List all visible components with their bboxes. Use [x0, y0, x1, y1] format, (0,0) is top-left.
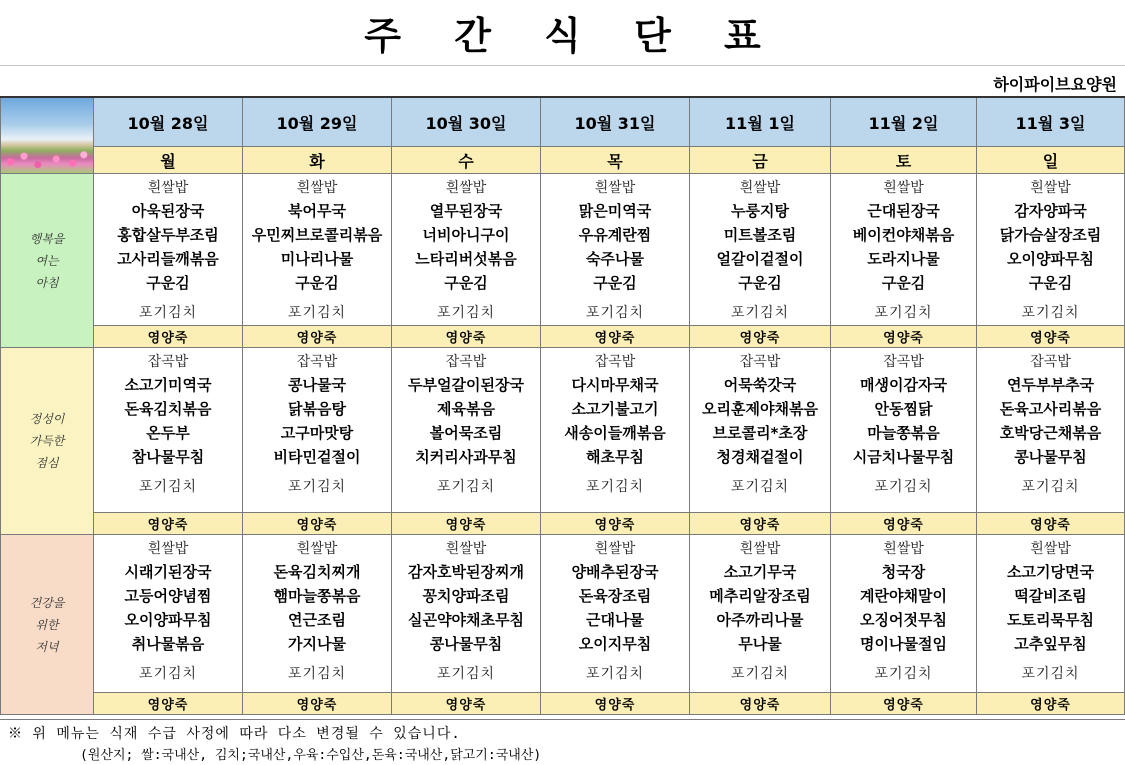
dish-item: 새송이들깨볶음 — [564, 424, 666, 442]
dish-item: 온두부 — [146, 424, 190, 442]
dish-item: 햄마늘쫑볶음 — [273, 587, 361, 605]
menu-items — [392, 174, 540, 325]
dish-item: 무나물 — [738, 635, 782, 653]
footer-notes — [0, 719, 1125, 765]
menu-cell — [243, 535, 392, 693]
kimchi-item: 포기김치 — [730, 666, 790, 682]
dish-item: 돈육김치볶음 — [124, 400, 212, 418]
dish-item: 어묵쑥갓국 — [723, 376, 797, 394]
rice-item: 흰쌀밥 — [296, 541, 338, 557]
dish-item: 매생이감자국 — [860, 376, 947, 394]
dish-item: 콩나물무침 — [1014, 448, 1087, 466]
rice-item: 흰쌀밥 — [1030, 541, 1071, 557]
porridge-item: 영양죽 — [392, 513, 541, 535]
porridge-item: 영양죽 — [831, 513, 977, 535]
weekday-header: 화 — [243, 147, 392, 174]
dish-item: 해초무침 — [586, 448, 644, 466]
dish-item: 근대된장국 — [867, 202, 940, 220]
menu-items — [977, 174, 1124, 325]
menu-items — [392, 535, 540, 686]
rice-item: 잡곡밥 — [739, 354, 781, 370]
meal-label-line: 위한 — [35, 617, 59, 632]
porridge-item: 영양죽 — [977, 326, 1125, 348]
dish-item: 아주까리나물 — [716, 611, 804, 629]
dish-item: 아욱된장국 — [131, 202, 205, 220]
kimchi-item: 포기김치 — [287, 666, 347, 682]
dish-item: 느타리버섯볶음 — [415, 250, 517, 268]
dish-item: 맑은미역국 — [578, 202, 652, 220]
meal-label-line: 정성이 — [29, 412, 65, 426]
dish-item: 브로콜리*초장 — [712, 424, 808, 442]
menu-items — [94, 174, 242, 325]
porridge-item: 영양죽 — [541, 513, 690, 535]
dish-item: 고등어양념찜 — [124, 587, 212, 605]
menu-items — [94, 535, 242, 686]
porridge-item: 영양죽 — [392, 693, 541, 715]
dish-item: 꽁치양파조림 — [422, 587, 510, 605]
kimchi-item: 포기김치 — [585, 666, 645, 682]
lunch-porridge-row — [1, 513, 1125, 535]
dish-item: 고사리들깨볶음 — [117, 250, 219, 268]
rice-item: 흰쌀밥 — [147, 180, 189, 196]
kimchi-item: 포기김치 — [585, 305, 645, 321]
dish-item: 명이나물절임 — [860, 635, 947, 653]
menu-cell — [94, 535, 243, 693]
page-title: 주 간 식 단 표 — [364, 14, 781, 58]
menu-cell — [690, 348, 831, 513]
menu-items — [690, 174, 830, 325]
weekday-header: 일 — [977, 147, 1125, 174]
menu-items — [541, 535, 689, 686]
dish-item: 고구마맛탕 — [280, 424, 354, 442]
menu-cell — [831, 174, 977, 326]
dish-item: 취나물볶음 — [131, 635, 205, 653]
rice-item: 잡곡밥 — [883, 354, 924, 370]
rice-item: 흰쌀밥 — [147, 541, 189, 557]
menu-cell — [94, 174, 243, 326]
dish-item: 두부얼갈이된장국 — [408, 376, 524, 394]
rice-item: 흰쌀밥 — [594, 180, 636, 196]
dish-item: 구운김 — [295, 274, 339, 292]
dish-item: 열무된장국 — [429, 202, 503, 220]
dish-item: 구운김 — [444, 274, 488, 292]
dish-item: 마늘쫑볶음 — [867, 424, 940, 442]
dish-item: 닭가슴살장조림 — [999, 226, 1102, 244]
kimchi-item: 포기김치 — [730, 479, 790, 495]
dish-item: 참나물무침 — [131, 448, 205, 466]
dish-item: 콩나물국 — [288, 376, 346, 394]
dish-item: 얼갈이겉절이 — [716, 250, 804, 268]
dish-item: 제육볶음 — [437, 400, 495, 418]
rice-item: 잡곡밥 — [147, 354, 189, 370]
dish-item: 도라지나물 — [867, 250, 940, 268]
porridge-item: 영양죽 — [541, 326, 690, 348]
menu-cell — [541, 174, 690, 326]
dish-item: 볼어묵조림 — [429, 424, 503, 442]
kimchi-item: 포기김치 — [1021, 479, 1080, 495]
dish-item: 다시마무채국 — [571, 376, 659, 394]
dish-item: 고추잎무침 — [1014, 635, 1087, 653]
origin-notice: (원산지; 쌀:국내산, 김치;국내산,우육:수입산,돈육:국내산,닭고기:국내산) — [80, 748, 542, 763]
dish-item: 구운김 — [1028, 274, 1073, 292]
dish-item: 소고기불고기 — [571, 400, 659, 418]
menu-items — [831, 174, 976, 325]
kimchi-item: 포기김치 — [138, 666, 198, 682]
dish-item: 너비아니구이 — [422, 226, 510, 244]
rice-item: 흰쌀밥 — [883, 180, 924, 196]
kimchi-item: 포기김치 — [436, 305, 496, 321]
menu-cell — [831, 348, 977, 513]
dish-item: 소고기무국 — [723, 563, 797, 581]
dish-item: 청경채겉절이 — [716, 448, 804, 466]
weekday-row — [1, 147, 1125, 174]
menu-cell — [243, 174, 392, 326]
dish-item: 오이지무침 — [578, 635, 652, 653]
dish-item: 닭볶음탕 — [288, 400, 346, 418]
kimchi-item: 포기김치 — [138, 479, 198, 495]
menu-items — [243, 535, 391, 686]
dish-item: 구운김 — [146, 274, 190, 292]
date-header: 11월 2일 — [831, 97, 977, 147]
rice-item: 흰쌀밥 — [445, 541, 487, 557]
rice-item: 흰쌀밥 — [445, 180, 487, 196]
dish-item: 누룽지탕 — [731, 202, 789, 220]
menu-cell — [392, 174, 541, 326]
menu-items — [243, 174, 391, 325]
dish-item: 시래기된장국 — [124, 563, 212, 581]
dish-item: 메추리알장조림 — [709, 587, 811, 605]
menu-cell — [831, 535, 977, 693]
dish-item: 돈육김치찌개 — [273, 563, 361, 581]
lunch-row — [1, 348, 1125, 513]
date-header: 11월 3일 — [977, 97, 1125, 147]
dish-item: 미나리나물 — [280, 250, 354, 268]
dinner-label — [1, 535, 94, 715]
menu-cell — [977, 535, 1125, 693]
porridge-item: 영양죽 — [243, 513, 392, 535]
porridge-item: 영양죽 — [94, 513, 243, 535]
dish-item: 안동찜닭 — [874, 400, 933, 418]
menu-items — [690, 535, 830, 686]
menu-items — [541, 174, 689, 325]
breakfast-row — [1, 174, 1125, 326]
rice-item: 흰쌀밥 — [594, 541, 636, 557]
breakfast-porridge-row — [1, 326, 1125, 348]
meal-label-line: 행복을 — [29, 231, 65, 246]
menu-cell — [541, 535, 690, 693]
flower-field-photo — [1, 97, 94, 174]
dish-item: 콩나물무침 — [429, 635, 503, 653]
date-row — [1, 97, 1125, 147]
dish-item: 감자양파국 — [1014, 202, 1087, 220]
cosmos-field-image — [1, 98, 93, 173]
rice-item: 흰쌀밥 — [1030, 180, 1071, 196]
porridge-item: 영양죽 — [392, 326, 541, 348]
menu-cell — [392, 535, 541, 693]
dinner-row — [1, 535, 1125, 693]
menu-items — [977, 348, 1124, 499]
facility-name: 하이파이브요양원 — [993, 75, 1117, 94]
breakfast-label — [1, 174, 94, 348]
date-header: 10월 30일 — [392, 97, 541, 147]
weekly-menu-table — [0, 96, 1125, 715]
title-bar — [0, 0, 1125, 66]
porridge-item: 영양죽 — [541, 693, 690, 715]
rice-item: 흰쌀밥 — [739, 180, 781, 196]
menu-cell — [541, 348, 690, 513]
dish-item: 우유계란찜 — [578, 226, 652, 244]
dish-item: 시금치나물무침 — [852, 448, 955, 466]
dish-item: 홍합살두부조림 — [117, 226, 219, 244]
kimchi-item: 포기김치 — [1021, 305, 1080, 321]
dish-item: 소고기당면국 — [1007, 563, 1094, 581]
menu-cell — [94, 348, 243, 513]
dish-item: 돈육장조림 — [578, 587, 652, 605]
menu-cell — [690, 174, 831, 326]
kimchi-item: 포기김치 — [287, 479, 347, 495]
dish-item: 떡갈비조림 — [1014, 587, 1087, 605]
menu-items — [243, 348, 391, 499]
kimchi-item: 포기김치 — [874, 305, 933, 321]
rice-item: 흰쌀밥 — [883, 541, 924, 557]
dish-item: 오이양파무침 — [1007, 250, 1094, 268]
weekday-header: 월 — [94, 147, 243, 174]
kimchi-item: 포기김치 — [138, 305, 198, 321]
rice-item: 잡곡밥 — [296, 354, 338, 370]
rice-item: 잡곡밥 — [594, 354, 636, 370]
dish-item: 미트볼조림 — [723, 226, 797, 244]
menu-cell — [392, 348, 541, 513]
dish-item: 소고기미역국 — [124, 376, 212, 394]
dish-item: 실곤약야채초무침 — [408, 611, 524, 629]
kimchi-item: 포기김치 — [874, 666, 933, 682]
menu-cell — [243, 348, 392, 513]
dish-item: 치커리사과무침 — [415, 448, 517, 466]
kimchi-item: 포기김치 — [585, 479, 645, 495]
dish-item: 연두부부추국 — [1007, 376, 1094, 394]
porridge-item: 영양죽 — [690, 513, 831, 535]
rice-item: 흰쌀밥 — [739, 541, 781, 557]
kimchi-item: 포기김치 — [1021, 666, 1080, 682]
dish-item: 도토리묵무침 — [1007, 611, 1094, 629]
kimchi-item: 포기김치 — [287, 305, 347, 321]
lunch-label — [1, 348, 94, 535]
dish-item: 오이양파무침 — [124, 611, 212, 629]
porridge-item: 영양죽 — [94, 326, 243, 348]
dish-item: 숙주나물 — [586, 250, 644, 268]
change-notice: ※ 위 메뉴는 식재 수급 사정에 따라 다소 변경될 수 있습니다. — [8, 726, 461, 742]
dish-item: 구운김 — [593, 274, 637, 292]
porridge-item: 영양죽 — [243, 693, 392, 715]
dish-item: 청국장 — [881, 563, 926, 581]
menu-items — [831, 348, 976, 499]
menu-cell — [977, 174, 1125, 326]
menu-items — [94, 348, 242, 499]
porridge-item: 영양죽 — [690, 693, 831, 715]
porridge-item: 영양죽 — [690, 326, 831, 348]
rice-item: 잡곡밥 — [1030, 354, 1071, 370]
weekday-header: 목 — [541, 147, 690, 174]
weekday-header: 토 — [831, 147, 977, 174]
kimchi-item: 포기김치 — [436, 479, 496, 495]
menu-items — [977, 535, 1124, 686]
dish-item: 우민찌브로콜리볶음 — [251, 226, 383, 244]
dish-item: 비타민겉절이 — [273, 448, 361, 466]
dish-item: 감자호박된장찌개 — [408, 563, 524, 581]
porridge-item: 영양죽 — [243, 326, 392, 348]
meal-label-line: 아침 — [35, 275, 59, 290]
porridge-item: 영양죽 — [831, 693, 977, 715]
dish-item: 베이컨야채볶음 — [852, 226, 955, 244]
meal-label-line: 점심 — [35, 456, 59, 470]
rice-item: 잡곡밥 — [445, 354, 487, 370]
dish-item: 구운김 — [881, 274, 926, 292]
porridge-item: 영양죽 — [977, 513, 1125, 535]
dish-item: 오징어젓무침 — [860, 611, 947, 629]
date-header: 11월 1일 — [690, 97, 831, 147]
dish-item: 근대나물 — [586, 611, 644, 629]
meal-label-line: 건강을 — [29, 595, 65, 610]
kimchi-item: 포기김치 — [436, 666, 496, 682]
menu-cell — [690, 535, 831, 693]
date-header: 10월 31일 — [541, 97, 690, 147]
menu-items — [831, 535, 976, 686]
date-header: 10월 29일 — [243, 97, 392, 147]
porridge-item: 영양죽 — [831, 326, 977, 348]
dish-item: 호박당근채볶음 — [999, 424, 1102, 442]
rice-item: 흰쌀밥 — [296, 180, 338, 196]
dinner-porridge-row — [1, 693, 1125, 715]
meal-label-line: 여는 — [35, 253, 59, 268]
kimchi-item: 포기김치 — [874, 479, 933, 495]
meal-label-line: 저녁 — [35, 639, 59, 654]
porridge-item: 영양죽 — [977, 693, 1125, 715]
dish-item: 오리훈제야채볶음 — [702, 400, 818, 418]
dish-item: 구운김 — [738, 274, 782, 292]
menu-items — [541, 348, 689, 499]
dish-item: 양배추된장국 — [571, 563, 659, 581]
dish-item: 연근조림 — [288, 611, 346, 629]
porridge-item: 영양죽 — [94, 693, 243, 715]
menu-items — [690, 348, 830, 499]
menu-items — [392, 348, 540, 499]
dish-item: 북어무국 — [288, 202, 346, 220]
meal-label-line: 가득한 — [29, 434, 65, 448]
weekday-header: 금 — [690, 147, 831, 174]
date-header: 10월 28일 — [94, 97, 243, 147]
menu-cell — [977, 348, 1125, 513]
dish-item: 가지나물 — [288, 635, 346, 653]
kimchi-item: 포기김치 — [730, 305, 790, 321]
weekday-header: 수 — [392, 147, 541, 174]
dish-item: 돈육고사리볶음 — [999, 400, 1102, 418]
dish-item: 계란야채말이 — [860, 587, 947, 605]
